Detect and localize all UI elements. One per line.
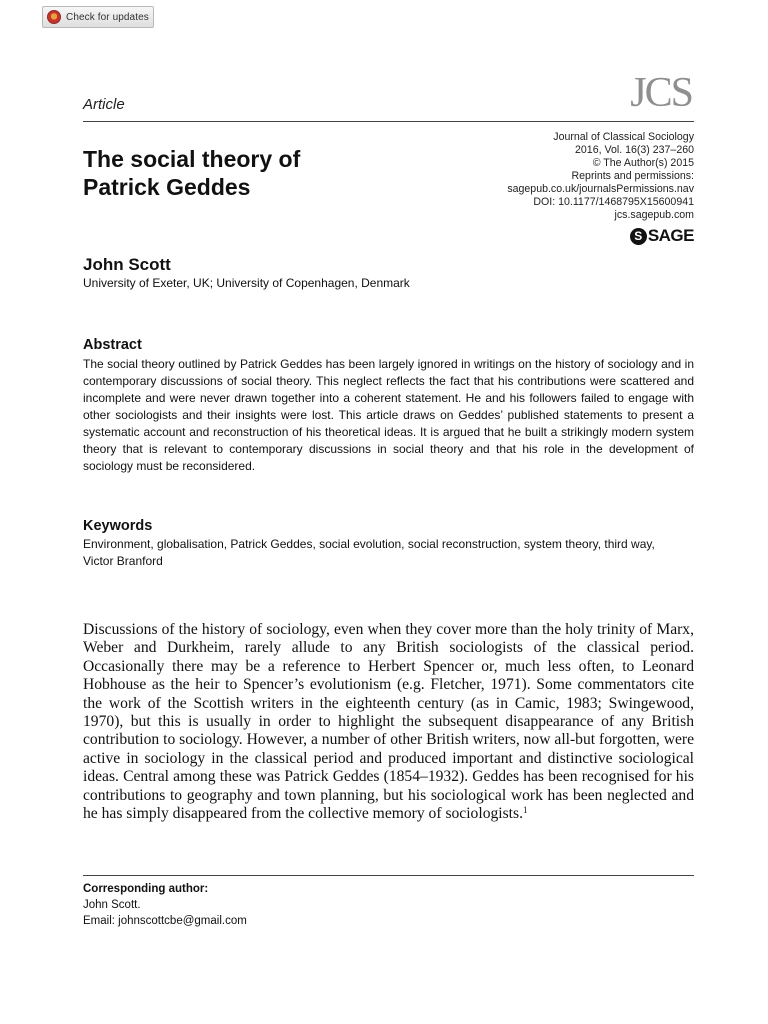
article-title — [83, 145, 413, 201]
crossmark-icon — [47, 10, 61, 24]
corresponding-author-heading: Corresponding author: — [83, 883, 209, 895]
journal-logo: JCS — [630, 70, 692, 116]
journal-info — [434, 131, 694, 222]
body-paragraph — [83, 621, 694, 823]
journal-volume: 2016, Vol. 16(3) 237–260 — [575, 144, 694, 156]
journal-site-link[interactable]: jcs.sagepub.com — [614, 209, 694, 221]
permissions-link[interactable]: sagepub.co.uk/journalsPermissions.nav — [507, 183, 694, 195]
keywords-text: Environment, globalisation, Patrick Geddes, social evolution, social reconstruction, system theory, third way, Victor Branford — [83, 537, 655, 568]
copyright-notice: © The Author(s) 2015 — [592, 157, 694, 169]
header-divider — [83, 121, 694, 122]
title-line: The social theory of — [83, 146, 301, 172]
abstract-heading: Abstract — [83, 337, 142, 353]
reprints-label: Reprints and permissions: — [571, 170, 694, 182]
body-paragraph-text: Discussions of the history of sociology, even when they cover more than the holy trinity of Marx, Weber and Durkheim, rarely allude to any British sociologists of the classical period. Occasionally there may be a reference to Herbert Spencer or, much less often, to Leonard Hobhouse as the heir to Spencer’s evolutionism (e.g. Fletcher, 1971). Some commentators cite the work of the Scottish writers in the eighteenth century (as in Camic, 1983; Swingewood, 1970), but this is usually in order to highlight the subsequent disappearance of any British contribution to sociology. However, a number of other British writers, now all-but forgotten, were active in sociology in the classical period and produced important and distinctive sociological ideas. Central among these was Patrick Geddes (1854–1932). Geddes has been recognised for his contributions to geography and town planning, but his sociological work has been neglected and he has simply disappeared from the collective memory of sociologists. — [83, 621, 694, 823]
corresponding-author-email[interactable]: Email: johnscottcbe@gmail.com — [83, 915, 247, 927]
check-for-updates-button[interactable] — [42, 6, 154, 28]
footnote-marker[interactable]: 1 — [522, 805, 528, 816]
sage-logo-text: SAGE — [647, 226, 694, 245]
sage-logo-icon: S — [630, 228, 647, 245]
check-for-updates-label: Check for updates — [66, 11, 149, 23]
footer-divider — [83, 875, 694, 876]
title-line: Patrick Geddes — [83, 174, 251, 200]
doi-link[interactable]: DOI: 10.1177/1468795X15600941 — [533, 196, 694, 208]
abstract-text: The social theory outlined by Patrick Geddes has been largely ignored in writings on the history of sociology and in contemporary discussions of social theory. This neglect reflects the fact that his contributions were scattered and incomplete and were never drawn together into a coherent statement. He and his followers failed to engage with other sociologists and their insights were lost. This article draws on Geddes’ published statements to present a systematic account and reconstruction of his theoretical ideas. It is argued that he built a strikingly modern system theory that is relevant to contemporary discussions in social theory and that his role in the development of sociology must be reconsidered. — [83, 357, 694, 473]
author-name: John Scott — [83, 255, 171, 274]
corresponding-author-name: John Scott. — [83, 899, 141, 911]
sage-logo — [630, 226, 694, 246]
keywords-heading: Keywords — [83, 518, 153, 534]
journal-name: Journal of Classical Sociology — [553, 131, 694, 143]
article-type-label: Article — [83, 96, 125, 113]
author-affiliation: University of Exeter, UK; University of Copenhagen, Denmark — [83, 276, 410, 290]
